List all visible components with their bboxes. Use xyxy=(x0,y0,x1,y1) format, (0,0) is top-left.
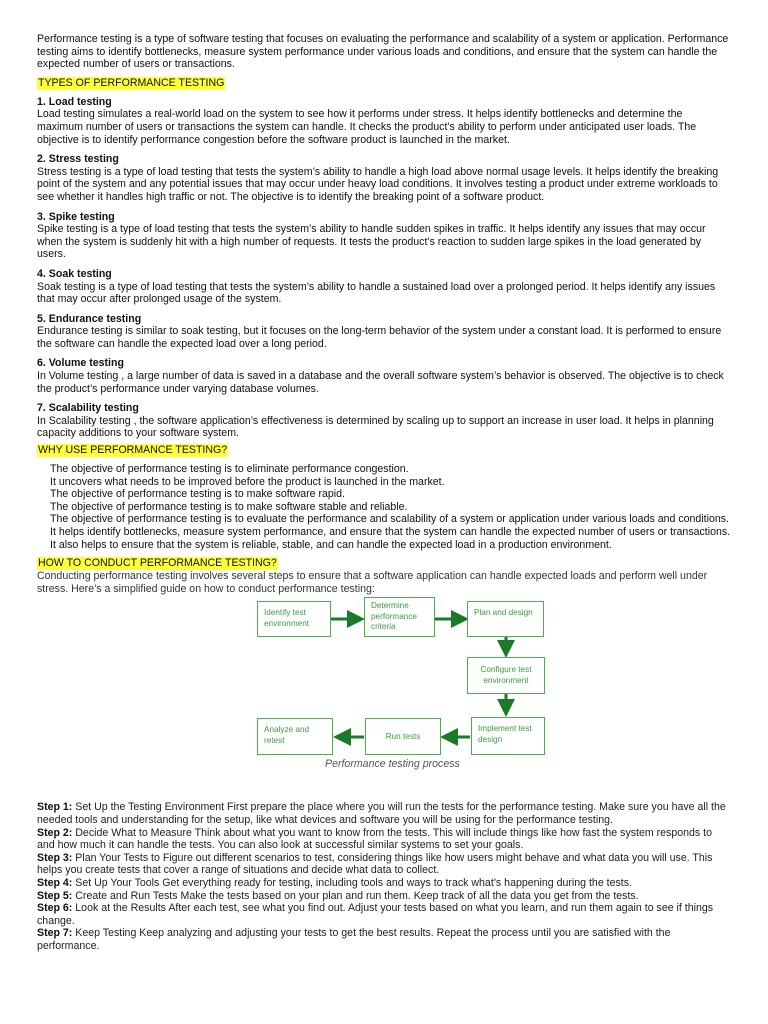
type-title: 3. Spike testing xyxy=(37,210,115,223)
type-body: In Scalability testing , the software application’s effectiveness is determined by scaling up to support an increase in user load. It helps in planning capacity additions to your software system. xyxy=(37,414,714,440)
box-configure-test-environment: Configure test environment xyxy=(467,657,545,694)
step-item xyxy=(37,852,731,877)
step-item xyxy=(37,877,731,890)
list-item: It also helps to ensure that the system is reliable, stable, and can handle the expected load in a production environment. xyxy=(50,538,612,551)
step-text: Set Up Your Tools Get everything ready for testing, including tools and ways to track what’s happening during the tests. xyxy=(75,876,632,889)
type-section xyxy=(37,268,731,306)
list-item: It helps identify bottlenecks, measure system performance, and ensure that the system can handle the expected number of users or transactions. xyxy=(50,526,731,538)
step-label: Step 6: xyxy=(37,902,73,915)
box-run-tests: Run tests xyxy=(365,718,441,755)
type-title: 7. Scalability testing xyxy=(37,402,139,415)
how-heading: HOW TO CONDUCT PERFORMANCE TESTING? xyxy=(38,557,277,570)
step-label: Step 2: xyxy=(37,826,73,839)
list-item: The objective of performance testing is to eliminate performance congestion. xyxy=(50,463,409,476)
diagram-caption: Performance testing process xyxy=(325,758,460,771)
type-body: Soak testing is a type of load testing that tests the system’s ability to handle a sustained load over a prolonged period. It helps identify any issues that may occur after prolonged usage of the system. xyxy=(37,280,716,306)
box-plan-and-design: Plan and design xyxy=(467,601,544,637)
type-title: 4. Soak testing xyxy=(37,267,112,280)
type-body: Endurance testing is similar to soak testing, but it focuses on the long-term behavior of the system under a constant load. It is performed to ensure the software can handle the expected load over a long period. xyxy=(37,325,722,350)
step-item xyxy=(37,890,731,903)
intro-paragraph: Performance testing is a type of software testing that focuses on evaluating the performance and scalability of a system or application. Performance testing aims to identify bottlenecks, measure system performance under various loads and conditions, and ensure that the system can handle the expected number of users or transactions. xyxy=(37,33,729,71)
type-section xyxy=(37,313,731,351)
why-list xyxy=(50,463,731,551)
step-item xyxy=(37,827,731,852)
step-label: Step 7: xyxy=(37,927,73,940)
box-analyze-and-retest: Analyze and retest xyxy=(257,718,333,755)
box-implement-test-design: Implement test design xyxy=(471,717,545,755)
type-title: 5. Endurance testing xyxy=(37,312,142,325)
box-identify-test-environment: Identify test environment xyxy=(257,601,331,637)
type-title: 1. Load testing xyxy=(37,95,112,108)
types-heading: TYPES OF PERFORMANCE TESTING xyxy=(38,76,225,89)
step-text: Keep Testing Keep analyzing and adjusting your tests to get the best results. Repeat the process until you are satisfied with the performance. xyxy=(37,927,671,952)
step-text: Plan Your Tests to Figure out different scenarios to test, considering things like how users might behave and what data you will use. This helps you create tests that cover a range of situations and decide what data to collect. xyxy=(37,851,713,877)
step-label: Step 3: xyxy=(37,851,73,864)
step-text: Set Up the Testing Environment First prepare the place where you will run the tests for the performance testing. Make sure you have all the needed tools and understanding for the setup, like what devices and software you will be using for the performance testing. xyxy=(37,801,726,826)
list-item: The objective of performance testing is to make software rapid. xyxy=(50,488,346,501)
steps-list xyxy=(37,801,731,952)
document-page xyxy=(37,33,731,953)
step-text: Decide What to Measure Think about what you want to know from the tests. This will include things like how fast the system responds to and how much it can handle the tests. You can also look at successful similar systems to set your goals. xyxy=(37,826,712,852)
why-heading: WHY USE PERFORMANCE TESTING? xyxy=(38,444,228,457)
type-title: 6. Volume testing xyxy=(37,357,124,370)
types-list xyxy=(37,96,731,440)
list-item: It uncovers what needs to be improved before the product is launched in the market. xyxy=(50,475,445,488)
step-text: Look at the Results After each test, see what you find out. Adjust your tests based on what you learn, and run them again to see if things change. xyxy=(37,902,714,927)
process-diagram xyxy=(37,597,731,793)
type-title: 2. Stress testing xyxy=(37,153,119,166)
type-body: In Volume testing , a large number of data is saved in a database and the overall software system’s behavior is observed. The objective is to check the product’s performance under varying database volumes. xyxy=(37,370,724,395)
type-body: Stress testing is a type of load testing that tests the system’s ability to handle a high load above normal usage levels. It helps identify the breaking point of the system and any potential issues that may occur under heavy load conditions. It involves testing a product under extreme workloads to see whether it handles high traffic or not. The objective is to identify the breaking point of a software product. xyxy=(37,165,719,203)
type-section xyxy=(37,211,731,261)
type-section xyxy=(37,96,731,146)
list-item: The objective of performance testing is to evaluate the performance and scalability of a system or application under various loads and conditions. xyxy=(50,513,729,526)
list-item: The objective of performance testing is to make software stable and reliable. xyxy=(50,500,408,513)
step-item xyxy=(37,801,731,826)
type-body: Load testing simulates a real-world load on the system to see how it performs under stress. It helps identify bottlenecks and determine the maximum number of users or transactions the system can handle. It checks the product’s ability to perform under anticipated user loads. The objective is to identify performance congestion before the software product is launched in the market. xyxy=(37,108,697,146)
step-text: Create and Run Tests Make the tests based on your plan and run them. Keep track of all the data you get from the tests. xyxy=(75,889,639,902)
step-label: Step 4: xyxy=(37,876,73,889)
step-label: Step 5: xyxy=(37,889,73,902)
box-determine-performance-criteria: Determine performance criteria xyxy=(364,597,435,637)
type-section xyxy=(37,402,731,440)
step-item xyxy=(37,902,731,927)
type-body: Spike testing is a type of load testing that tests the system’s ability to handle sudden spikes in traffic. It helps identify any issues that may occur when the system is suddenly hit with a high number of requests. It tests the product’s reaction to sudden large spikes in the load generated by users. xyxy=(37,223,706,261)
type-section xyxy=(37,357,731,395)
step-item xyxy=(37,927,731,952)
step-label: Step 1: xyxy=(37,801,73,814)
how-intro: Conducting performance testing involves several steps to ensure that a software application can handle expected loads and perform well under stress. Here’s a simplified guide on how to conduct performance testing: xyxy=(37,570,708,595)
type-section xyxy=(37,153,731,203)
